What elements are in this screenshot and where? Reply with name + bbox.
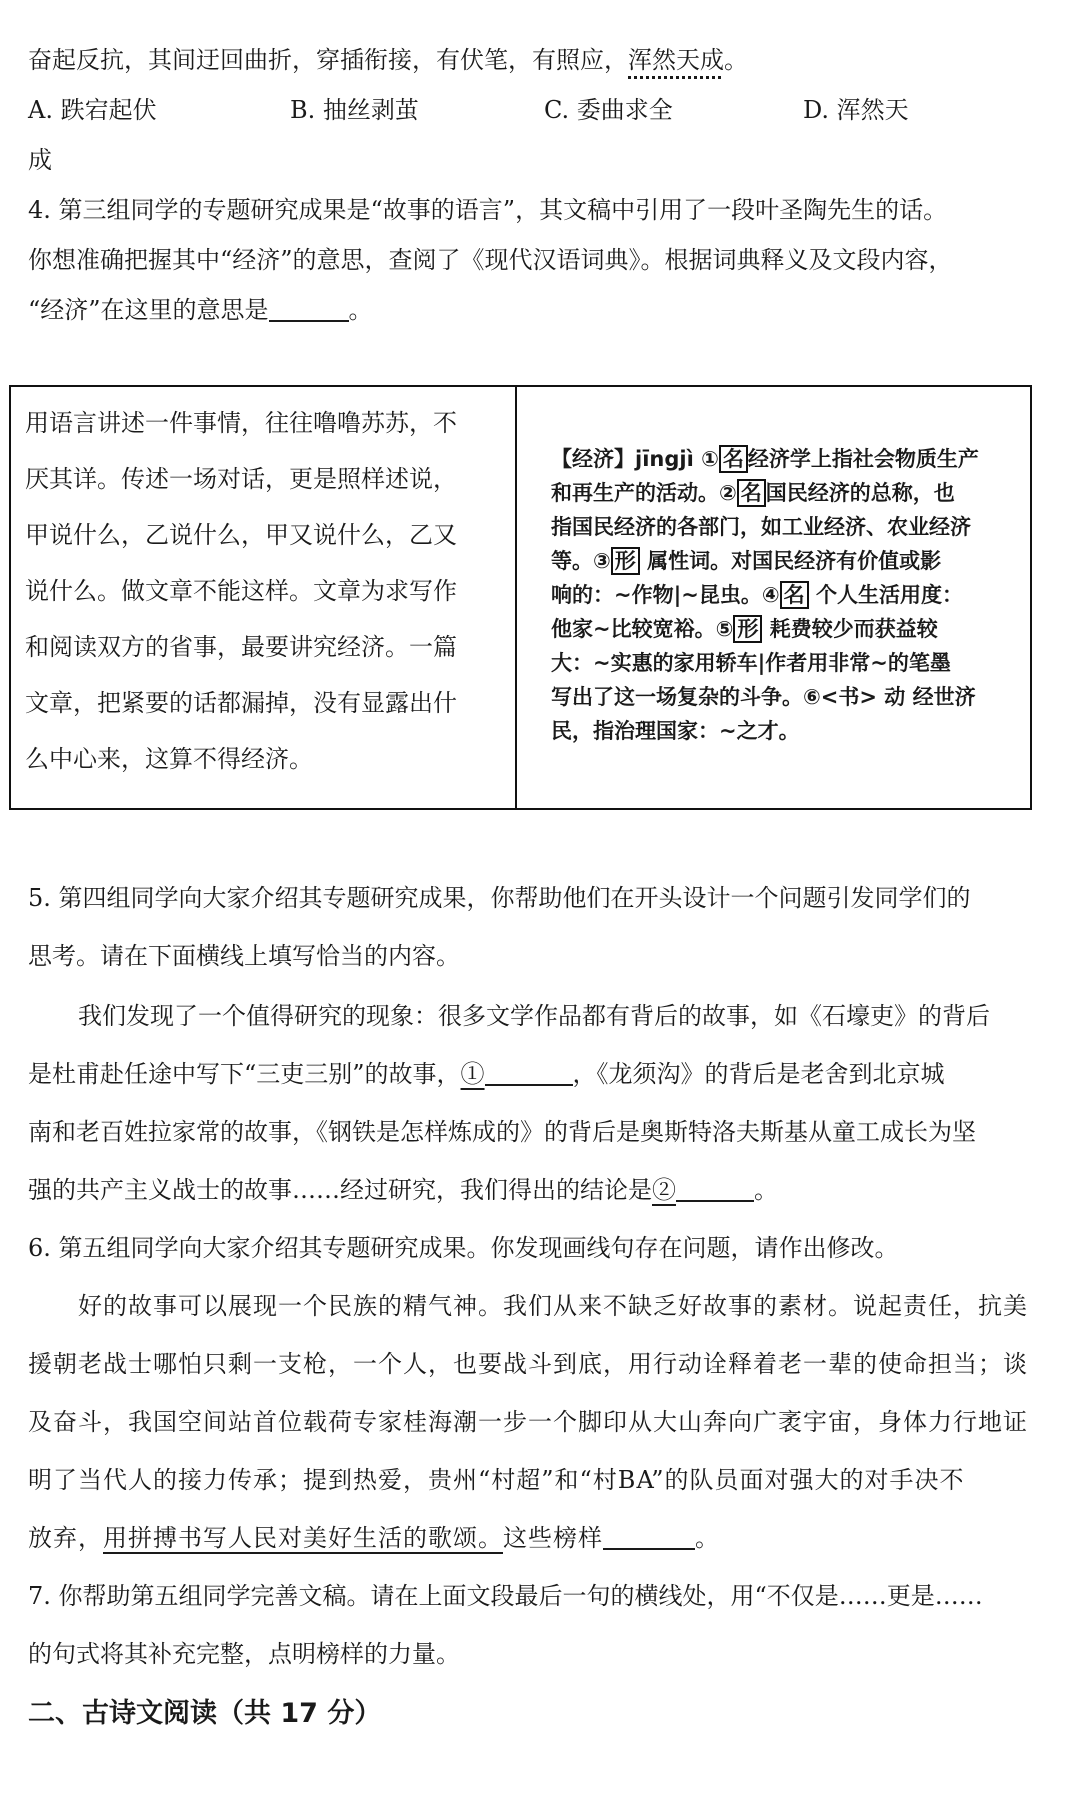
q3-option-b: B. 抽丝剥茧 (290, 96, 419, 124)
blank-marker-1: ① (460, 1060, 485, 1088)
q6-para-line4: 明了当代人的接力传承；提到热爱，贵州“村超”和“村BA”的队员面对强大的对手决不 (28, 1466, 965, 1494)
q5-blank-1[interactable] (485, 1058, 573, 1086)
dict-text: 【经济】jīngjì ① (551, 447, 719, 471)
q3-option-a: A. 跌宕起伏 (28, 96, 157, 124)
dict-line: 大：~实惠的家用轿车|作者用非常~的笔墨 (551, 651, 951, 675)
table-divider (515, 387, 517, 808)
quote-line: 说什么。做文章不能这样。文章为求写作 (25, 577, 457, 605)
dict-text: 属性词。对国民经济有价值或影 (639, 549, 942, 573)
q4-line3-text: “经济”在这里的意思是 (28, 296, 269, 324)
q5-text: 。 (754, 1176, 778, 1204)
dict-line: 写出了这一场复杂的斗争。⑥<书> 动 经世济 (551, 685, 976, 709)
quote-line: 甲说什么，乙说什么，甲又说什么，乙又 (25, 521, 457, 549)
quote-line: 么中心来，这算不得经济。 (25, 745, 313, 773)
q6-para-line1: 好的故事可以展现一个民族的精气神。我们从来不缺乏好故事的素材。说起责任，抗美 (78, 1292, 1028, 1320)
dict-text: 耗费较少而获益较 (762, 617, 938, 641)
q4-line2: 你想准确把握其中“经济”的意思，查阅了《现代汉语词典》。根据词典释义及文段内容， (28, 246, 953, 274)
dict-line: 民，指治理国家：~之才。 (551, 719, 800, 743)
q3-line1 (28, 42, 1052, 78)
noun-tag: 名 (719, 445, 748, 473)
q3-option-d-wrap: 成 (28, 146, 52, 174)
q5-text: 是杜甫赴任途中写下“三吏三别”的故事， (28, 1060, 461, 1088)
dict-line (551, 444, 1031, 474)
blank-marker-2: ② (652, 1176, 676, 1204)
q6-text: 这些榜样 (503, 1524, 603, 1552)
quote-line: 和阅读双方的省事，最要讲究经济。一篇 (25, 633, 457, 661)
q4-line3-end: 。 (348, 296, 373, 324)
q6-text: 放弃， (28, 1524, 103, 1552)
dict-line (551, 580, 1031, 610)
dict-text: 国民经济的总称，也 (765, 481, 955, 505)
q5-text: 强的共产主义战士的故事……经过研究，我们得出的结论是 (28, 1176, 652, 1204)
q4-line1: 4. 第三组同学的专题研究成果是“故事的语言”，其文稿中引用了一段叶圣陶先生的话。 (28, 196, 948, 224)
quote-line: 用语言讲述一件事情，往往噜噜苏苏，不 (25, 409, 457, 437)
q6-underlined-sentence: 用拼搏书写人民对美好生活的歌颂。 (103, 1524, 503, 1552)
q4-answer-blank[interactable] (269, 294, 349, 322)
dict-line (551, 614, 1031, 644)
q3-dotted-phrase: 浑然天成 (628, 46, 724, 74)
dict-text: 他家~比较宽裕。⑤ (551, 617, 734, 641)
q5-para-line3: 南和老百姓拉家常的故事，《钢铁是怎样炼成的》的背后是奥斯特洛夫斯基从童工成长为坚 (28, 1118, 976, 1146)
q5-blank-2[interactable] (676, 1174, 754, 1202)
q5-line2: 思考。请在下面横线上填写恰当的内容。 (28, 942, 460, 970)
q3-line1-end: 。 (724, 46, 748, 74)
dict-text: 个人生活用度： (808, 583, 963, 607)
adjective-tag: 形 (733, 615, 762, 643)
q6-para-line2: 援朝老战士哪怕只剩一支枪，一个人，也要战斗到底，用行动诠释着老一辈的使命担当；谈 (28, 1350, 1028, 1378)
q7-line1: 7. 你帮助第五组同学完善文稿。请在上面文段最后一句的横线处，用“不仅是……更是…… (28, 1582, 983, 1610)
adjective-tag: 形 (611, 547, 640, 575)
dict-line (551, 546, 1031, 576)
dict-text: 响的：~作物|~昆虫。④ (551, 583, 780, 607)
q3-option-c: C. 委曲求全 (544, 96, 673, 124)
q5-para-line1: 我们发现了一个值得研究的现象：很多文学作品都有背后的故事，如《石壕吏》的背后 (78, 1002, 990, 1030)
noun-tag: 名 (737, 479, 766, 507)
q6-blank[interactable] (603, 1522, 695, 1550)
q3-options (28, 92, 1052, 128)
q5-line1: 5. 第四组同学向大家介绍其专题研究成果，你帮助他们在开头设计一个问题引发同学们的 (28, 884, 971, 912)
q6-line1: 6. 第五组同学向大家介绍其专题研究成果。你发现画线句存在问题，请作出修改。 (28, 1234, 899, 1262)
q3-line1-text: 奋起反抗，其间迂回曲折，穿插衔接，有伏笔，有照应， (28, 46, 628, 74)
dict-text: 经济学上指社会物质生产 (747, 447, 979, 471)
q6-para-line3: 及奋斗，我国空间站首位载荷专家桂海潮一步一个脚印从大山奔向广袤宇宙，身体力行地证 (28, 1408, 1028, 1436)
q4-line3 (28, 292, 1052, 328)
q3-option-d: D. 浑然天 (803, 96, 909, 124)
noun-tag: 名 (780, 581, 809, 609)
dict-line (551, 478, 1031, 508)
q4-quote-table (9, 385, 1032, 810)
quote-line: 厌其详。传述一场对话，更是照样述说， (25, 465, 457, 493)
section-heading: 二、古诗文阅读（共 17 分） (28, 1698, 382, 1729)
q6-text: 。 (695, 1524, 720, 1552)
q6-para-line5 (28, 1520, 1052, 1556)
q7-line2: 的句式将其补充完整，点明榜样的力量。 (28, 1640, 460, 1668)
dict-text: 和再生产的活动。② (551, 481, 737, 505)
dict-line: 指国民经济的各部门，如工业经济、农业经济 (551, 515, 971, 539)
quote-line: 文章，把紧要的话都漏掉，没有显露出什 (25, 689, 457, 717)
q5-para-line2 (28, 1056, 1052, 1092)
q5-text: ，《龙须沟》的背后是老舍到北京城 (572, 1060, 945, 1088)
q5-para-line4 (28, 1172, 1052, 1208)
dict-text: 等。③ (551, 549, 611, 573)
